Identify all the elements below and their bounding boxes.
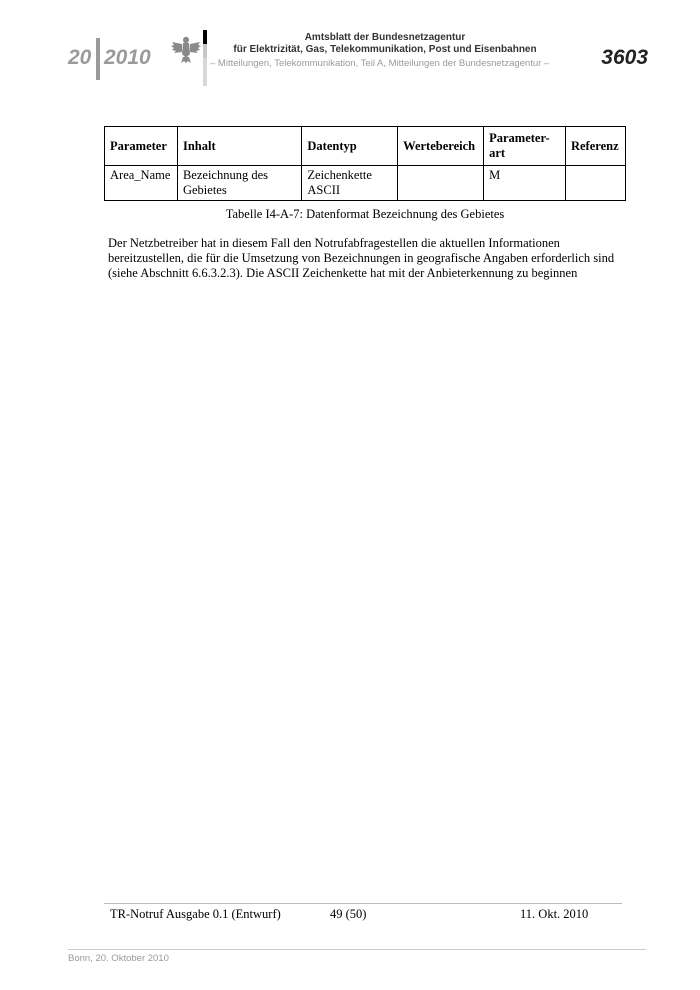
page-number: 3603 [601, 46, 648, 69]
table-cell: M [484, 166, 566, 201]
footer-divider [104, 903, 622, 904]
publication-title [215, 32, 555, 56]
header-divider [96, 38, 100, 80]
column-header: Parameter- art [484, 127, 566, 166]
column-header: Parameter [105, 127, 178, 166]
issue-year: 2010 [104, 46, 151, 69]
body-paragraph: Der Netzbetreiber hat in diesem Fall den Notrufabfragestellen die aktuellen Informationen bereitzustellen, die für die Umsetzung von Bezeichnungen in geografische Angaben erforderlich sind (siehe Abschnitt 6.6.3.2.3). Die ASCII Zeichenkette hat mit der Anbieterkennung zu beginnen [108, 236, 615, 280]
title-line-1: Amtsblatt der Bundesnetzagentur [304, 32, 466, 43]
publication-subtitle: – Mitteilungen, Telekommunikation, Teil A, Mitteilungen der Bundesnetzagentur – [210, 58, 550, 69]
footer-page-count: 49 (50) [330, 907, 367, 921]
table-cell: Bezeichnung des Gebietes [177, 166, 301, 201]
table-cell: Area_Name [105, 166, 178, 201]
column-header: Referenz [565, 127, 625, 166]
table-cell [398, 166, 484, 201]
federal-eagle-icon [170, 34, 202, 64]
data-format-table [104, 126, 626, 201]
column-header: Inhalt [177, 127, 301, 166]
flag-bar [203, 30, 207, 86]
footer-document-title: TR-Notruf Ausgabe 0.1 (Entwurf) [110, 907, 281, 921]
table-cell [565, 166, 625, 201]
column-header: Datentyp [302, 127, 398, 166]
title-line-2: für Elektrizität, Gas, Telekommunikation, Post und Eisenbahnen [233, 44, 537, 55]
bottom-divider [68, 949, 646, 950]
publication-date: Bonn, 20. Oktober 2010 [68, 953, 169, 964]
issue-number: 20 [68, 46, 92, 69]
footer-date: 11. Okt. 2010 [520, 907, 589, 921]
column-header: Wertebereich [398, 127, 484, 166]
table-header-row [105, 127, 626, 166]
table-cell: Zeichenkette ASCII [302, 166, 398, 201]
table-row [105, 166, 626, 201]
table-caption: Tabelle I4-A-7: Datenformat Bezeichnung des Gebietes [225, 207, 505, 221]
